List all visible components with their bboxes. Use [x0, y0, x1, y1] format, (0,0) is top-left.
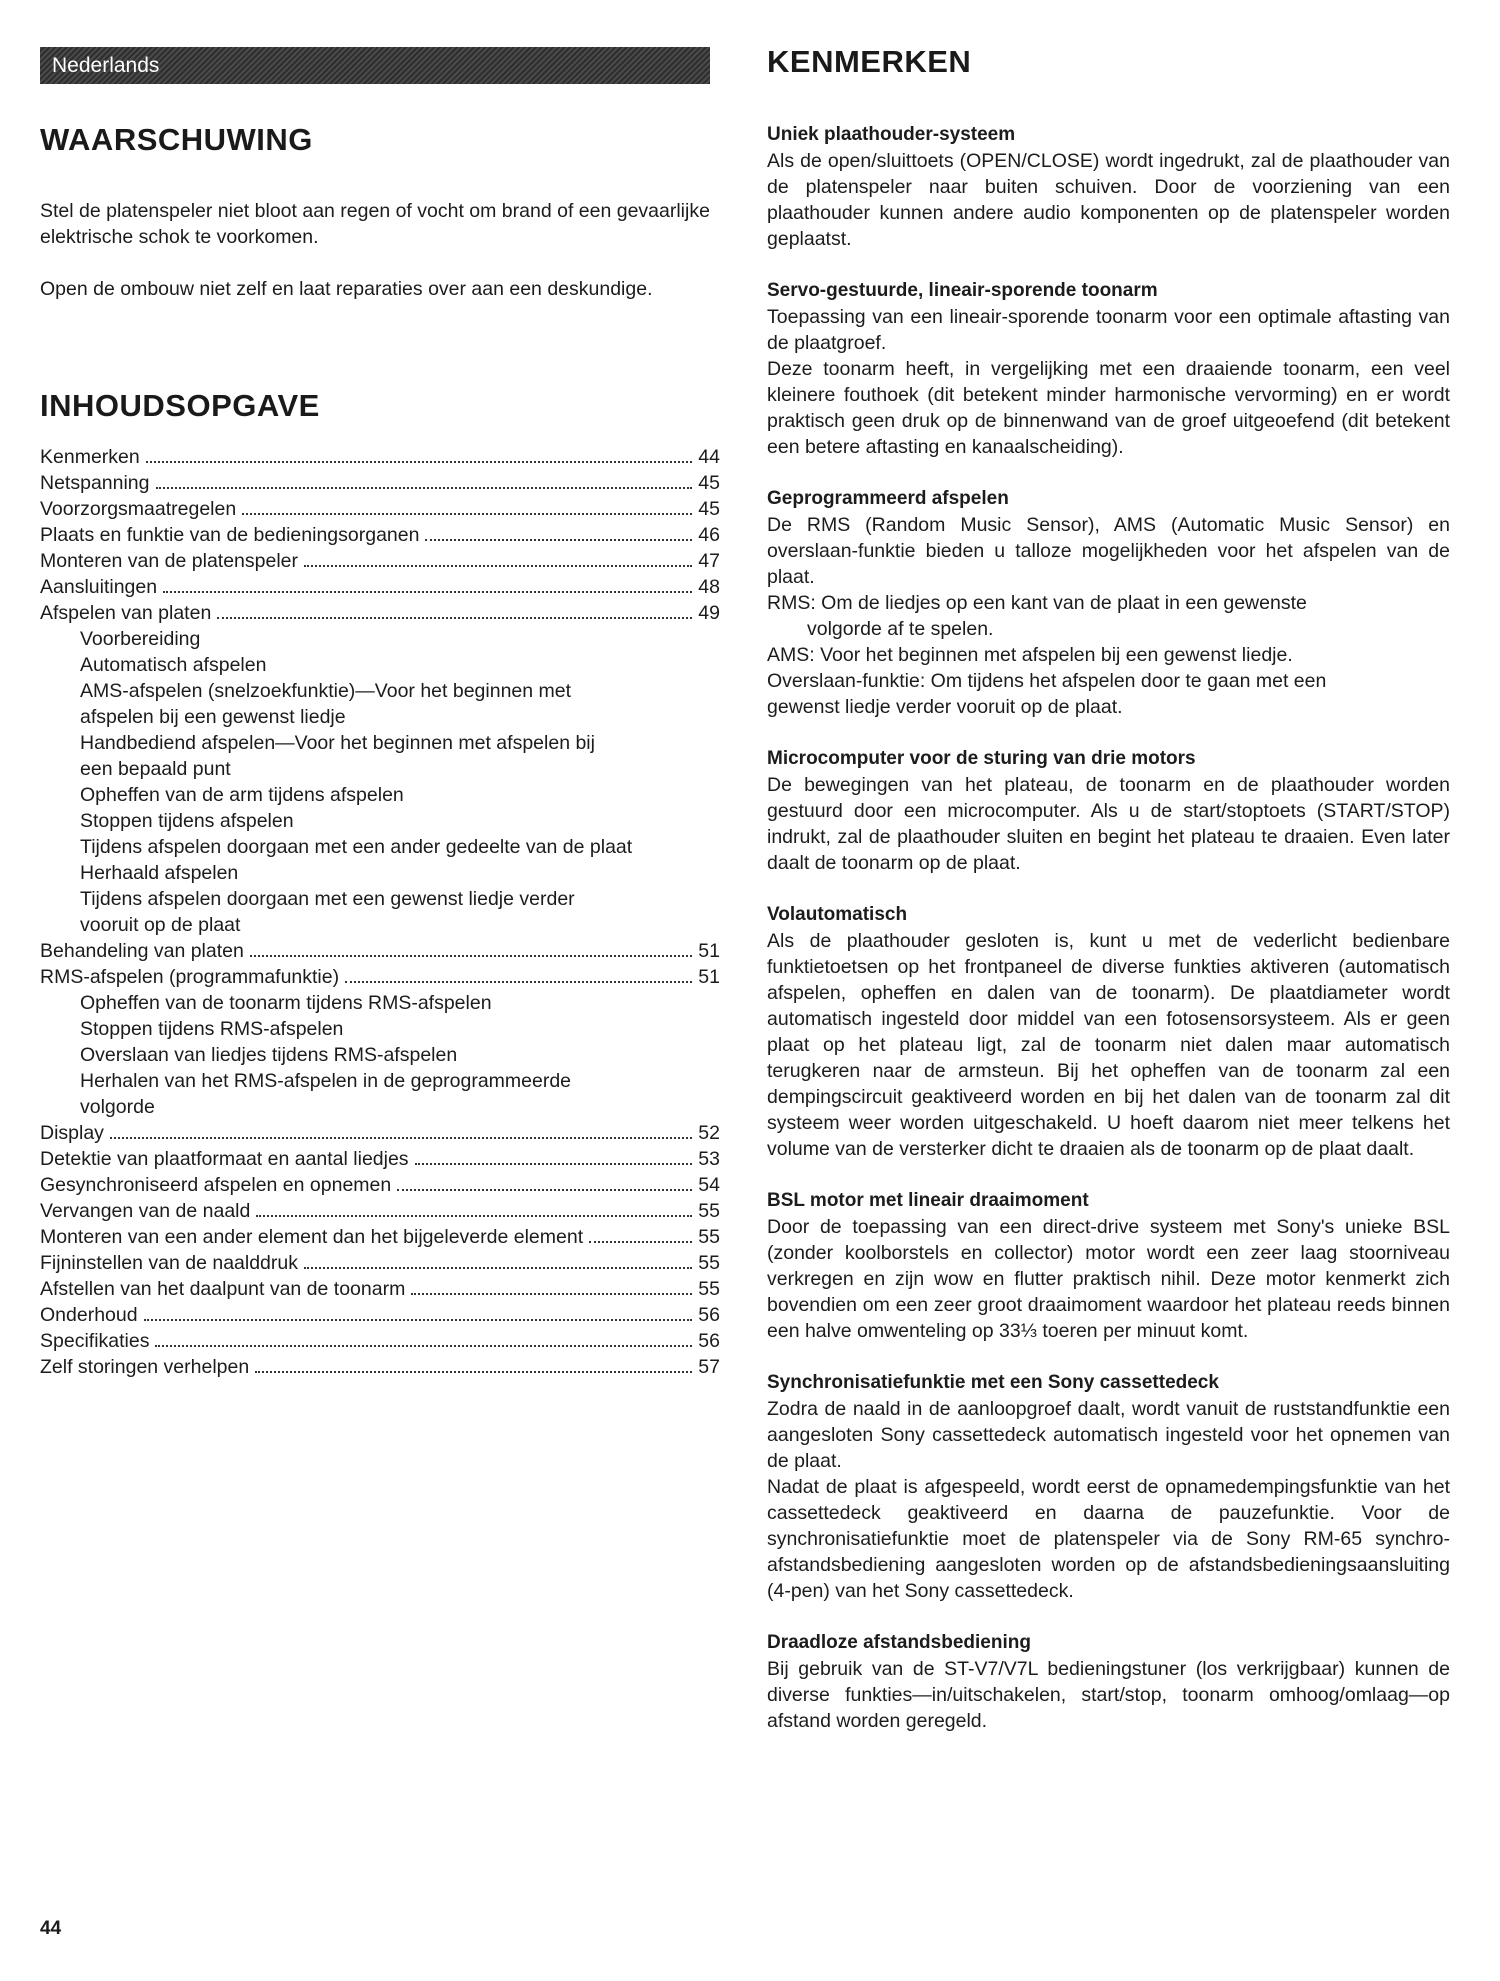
toc-entry-label: Display	[40, 1122, 104, 1144]
toc-entry-page: 45	[698, 472, 720, 494]
toc-entry[interactable]	[40, 1120, 720, 1146]
toc-entry-page: 46	[698, 524, 720, 546]
feature-text: Zodra de naald in de aanloopgroef daalt, wordt vanuit de ruststandfunktie een aangesloten Sony cassettedeck automatisch ingesteld voor het opnemen van de plaat.	[767, 1398, 1450, 1472]
toc-entry[interactable]	[40, 1224, 720, 1250]
toc-entry-label: Afstellen van het daalpunt van de toonarm	[40, 1278, 406, 1300]
feature-text: Als de plaathouder gesloten is, kunt u met de vederlicht bedienbare funktietoetsen op het frontpaneel de diverse funkties aktiveren (automatisch afspelen, opheffen en dalen van de toonarm). De plaatdiameter wordt automatisch ingesteld door middel van een fotosensorsysteem. Als er geen plaat op het plateau ligt, zal de toonarm niet dalen maar automatisch terugkeren naar de armsteun. Bij het opheffen van de toonarm zal een dempingscircuit geaktiveerd worden en bij het dalen van de toonarm zal dit systeem weer worden uitgeschakeld. U hoeft daarom niet meer telkens het volume van de versterker dicht te draaien als de toonarm op de plaat daalt.	[767, 930, 1450, 1160]
toc-entry-label: Kenmerken	[40, 446, 140, 468]
feature-heading: Microcomputer voor de sturing van drie motors	[767, 748, 1196, 769]
toc-entry-page: 47	[698, 550, 720, 572]
feature-text: AMS: Voor het beginnen met afspelen bij een gewenst liedje.	[767, 644, 1293, 666]
toc-subentry: Handbediend afspelen—Voor het beginnen met afspelen bij	[80, 732, 595, 754]
toc-entry-label: Gesynchroniseerd afspelen en opnemen	[40, 1174, 392, 1196]
feature-heading: Servo-gestuurde, lineair-sporende toonarm	[767, 280, 1158, 301]
feature-text: Toepassing van een lineair-sporende toonarm voor een optimale aftasting van de plaatgroef.	[767, 306, 1450, 354]
toc-leader	[255, 1371, 692, 1373]
left-column	[40, 84, 720, 1380]
feature-section	[767, 746, 1450, 876]
feature-section	[767, 1370, 1450, 1604]
feature-heading: Draadloze afstandsbediening	[767, 1632, 1031, 1653]
toc-entry[interactable]	[40, 1172, 720, 1198]
toc-subentry: volgorde	[80, 1096, 155, 1118]
toc-subentry: Opheffen van de toonarm tijdens RMS-afspelen	[80, 992, 492, 1014]
toc-leader	[304, 565, 692, 567]
toc-entry-page: 57	[698, 1356, 720, 1378]
feature-text: Door de toepassing van een direct-drive systeem met Sony's unieke BSL (zonder koolborstels en collector) motor wordt een zeer laag stoorniveau verkregen en zijn wow en flutter praktisch nihil. Deze motor kenmerkt zich bovendien om een zeer groot draaimoment waardoor het plateau reeds binnen een halve omwenteling op 33⅓ toeren per minuut komt.	[767, 1216, 1450, 1342]
toc-leader	[425, 539, 692, 541]
toc-entry-page: 54	[698, 1174, 720, 1196]
toc-entry[interactable]	[40, 1250, 720, 1276]
toc-entry-label: Netspanning	[40, 472, 150, 494]
toc-subentry: vooruit op de plaat	[80, 914, 241, 936]
toc-entry-page: 55	[698, 1200, 720, 1222]
toc-leader	[256, 1215, 692, 1217]
toc-subentry: afspelen bij een gewenst liedje	[80, 706, 346, 728]
feature-section	[767, 1188, 1450, 1344]
toc-leader	[163, 591, 692, 593]
table-of-contents	[40, 444, 720, 1380]
feature-section	[767, 122, 1450, 252]
feature-text: Bij gebruik van de ST-V7/V7L bedieningstuner (los verkrijgbaar) kunnen de diverse funkties—in/uitschakelen, start/stop, toonarm omhoog/omlaag—op afstand worden geregeld.	[767, 1658, 1450, 1732]
toc-entry-label: Detektie van plaatformaat en aantal liedjes	[40, 1148, 409, 1170]
toc-leader	[345, 981, 692, 983]
feature-text: De RMS (Random Music Sensor), AMS (Automatic Music Sensor) en overslaan-funktie bieden u talloze mogelijkheden voor het afspelen van de plaat.	[767, 514, 1450, 588]
toc-subentry: Herhaald afspelen	[80, 862, 239, 884]
feature-text: Overslaan-funktie: Om tijdens het afspelen door te gaan met een	[767, 670, 1327, 692]
toc-entry-label: Afspelen van platen	[40, 602, 212, 624]
toc-entry-label: Onderhoud	[40, 1304, 138, 1326]
toc-entry-page: 53	[698, 1148, 720, 1170]
toc-entry-label: Voorzorgsmaatregelen	[40, 498, 237, 520]
feature-section	[767, 486, 1450, 720]
toc-subentry: Herhalen van het RMS-afspelen in de geprogrammeerde	[80, 1070, 572, 1092]
toc-subentry: Tijdens afspelen doorgaan met een gewenst liedje verder	[80, 888, 575, 910]
toc-entry-label: Fijninstellen van de naalddruk	[40, 1252, 298, 1274]
toc-entry-label: Specifikaties	[40, 1330, 150, 1352]
toc-entry[interactable]	[40, 444, 720, 470]
toc-entry[interactable]	[40, 496, 720, 522]
toc-entry-page: 52	[698, 1122, 720, 1144]
toc-entry-page: 55	[698, 1226, 720, 1248]
toc-entry-label: Aansluitingen	[40, 576, 158, 598]
toc-leader	[242, 513, 692, 515]
toc-entry-label: Behandeling van platen	[40, 940, 244, 962]
toc-entry-page: 56	[698, 1304, 720, 1326]
toc-entry-page: 48	[698, 576, 720, 598]
toc-entry[interactable]	[40, 1198, 720, 1224]
toc-entry[interactable]	[40, 1302, 720, 1328]
feature-section	[767, 1630, 1450, 1734]
language-label: Nederlands	[52, 54, 160, 77]
toc-entry[interactable]	[40, 1146, 720, 1172]
feature-heading: Geprogrammeerd afspelen	[767, 488, 1009, 509]
toc-entry-page: 45	[698, 498, 720, 520]
feature-heading: Synchronisatiefunktie met een Sony cassettedeck	[767, 1372, 1219, 1393]
warning-paragraph: Open de ombouw niet zelf en laat reparaties over aan een deskundige.	[40, 278, 653, 300]
toc-subentry: Stoppen tijdens afspelen	[80, 810, 294, 832]
toc-subentry: Automatisch afspelen	[80, 654, 267, 676]
toc-subentry: Tijdens afspelen doorgaan met een ander gedeelte van de plaat	[80, 836, 633, 858]
toc-leader	[217, 617, 692, 619]
toc-leader	[304, 1267, 692, 1269]
feature-heading: Volautomatisch	[767, 904, 908, 925]
toc-subentry: Stoppen tijdens RMS-afspelen	[80, 1018, 344, 1040]
feature-heading: Uniek plaathouder-systeem	[767, 124, 1016, 145]
toc-entry[interactable]	[40, 548, 720, 574]
toc-entry[interactable]	[40, 1354, 720, 1380]
toc-entry-page: 55	[698, 1252, 720, 1274]
language-banner	[40, 47, 710, 84]
toc-entry-label: RMS-afspelen (programmafunktie)	[40, 966, 340, 988]
toc-entry[interactable]	[40, 522, 720, 548]
toc-entry[interactable]	[40, 600, 720, 626]
toc-entry[interactable]	[40, 1328, 720, 1354]
toc-entry[interactable]	[40, 938, 720, 964]
toc-leader	[144, 1319, 693, 1321]
toc-entry[interactable]	[40, 1276, 720, 1302]
toc-entry-label: Monteren van de platenspeler	[40, 550, 299, 572]
toc-leader	[110, 1137, 692, 1139]
feature-text: Deze toonarm heeft, in vergelijking met een draaiende toonarm, een veel kleinere fouthoek (dit betekent minder harmonische vervorming) en er wordt praktisch geen druk op de binnenwand van de groef uitgeoefend (dit betekent een betere aftasting en kanaalscheiding).	[767, 358, 1450, 458]
toc-entry-page: 56	[698, 1330, 720, 1352]
page-number: 44	[40, 1918, 62, 1939]
feature-text: gewenst liedje verder vooruit op de plaat.	[767, 696, 1123, 718]
toc-leader	[155, 1345, 692, 1347]
toc-entry-label: Plaats en funktie van de bedieningsorganen	[40, 524, 420, 546]
toc-entry-label: Monteren van een ander element dan het bijgeleverde element	[40, 1226, 584, 1248]
toc-leader	[156, 487, 693, 489]
toc-entry-page: 51	[698, 966, 720, 988]
toc-entry[interactable]	[40, 574, 720, 600]
toc-entry-label: Vervangen van de naald	[40, 1200, 251, 1222]
toc-entry[interactable]	[40, 470, 720, 496]
toc-entry-page: 55	[698, 1278, 720, 1300]
toc-subentry: Opheffen van de arm tijdens afspelen	[80, 784, 404, 806]
right-column	[767, 40, 1450, 1760]
feature-section	[767, 902, 1450, 1162]
toc-subentry: een bepaald punt	[80, 758, 231, 780]
toc-entry-label: Zelf storingen verhelpen	[40, 1356, 250, 1378]
toc-subentry: AMS-afspelen (snelzoekfunktie)—Voor het beginnen met	[80, 680, 572, 702]
toc-entry-page: 51	[698, 940, 720, 962]
feature-text: volgorde af te spelen.	[807, 618, 994, 640]
toc-entry[interactable]	[40, 964, 720, 990]
feature-text: De bewegingen van het plateau, de toonarm en de plaathouder worden gestuurd door een microcomputer. Als u de start/stoptoets (START/STOP) indrukt, zal de plaathouder sluiten en begint het plateau te draaien. Even later daalt de toonarm op de plaat.	[767, 774, 1450, 874]
toc-leader	[250, 955, 692, 957]
feature-text: Nadat de plaat is afgespeeld, wordt eerst de opnamedempingsfunktie van het cassettedeck geaktiveerd en daarna de pauzefunktie. Voor de synchronisatiefunktie moet de platenspeler via de Sony RM-65 synchro-afstandsbediening aangesloten worden op de afstandsbedieningsaansluiting (4-pen) van het Sony cassettedeck.	[767, 1476, 1450, 1602]
toc-leader	[397, 1189, 692, 1191]
feature-text: RMS: Om de liedjes op een kant van de plaat in een gewenste	[767, 592, 1307, 614]
feature-section	[767, 278, 1450, 460]
toc-leader	[589, 1241, 692, 1243]
toc-entry-page: 44	[698, 446, 720, 468]
toc-subentry: Voorbereiding	[80, 628, 201, 650]
features-title: KENMERKEN	[767, 44, 972, 79]
toc-entry-page: 49	[698, 602, 720, 624]
warning-title: WAARSCHUWING	[40, 122, 313, 157]
toc-leader	[411, 1293, 692, 1295]
toc-subentry: Overslaan van liedjes tijdens RMS-afspelen	[80, 1044, 458, 1066]
toc-leader	[415, 1163, 693, 1165]
toc-leader	[146, 461, 693, 463]
toc-title: INHOUDSOPGAVE	[40, 388, 320, 423]
warning-paragraph: Stel de platenspeler niet bloot aan regen of vocht om brand of een gevaarlijke elektrische schok te voorkomen.	[40, 200, 710, 248]
feature-text: Als de open/sluittoets (OPEN/CLOSE) wordt ingedrukt, zal de plaathouder van de platenspeler naar buiten schuiven. Door de voorziening van een plaathouder kunnen andere audio komponenten op de platenspeler worden geplaatst.	[767, 150, 1450, 250]
feature-heading: BSL motor met lineair draaimoment	[767, 1190, 1089, 1211]
